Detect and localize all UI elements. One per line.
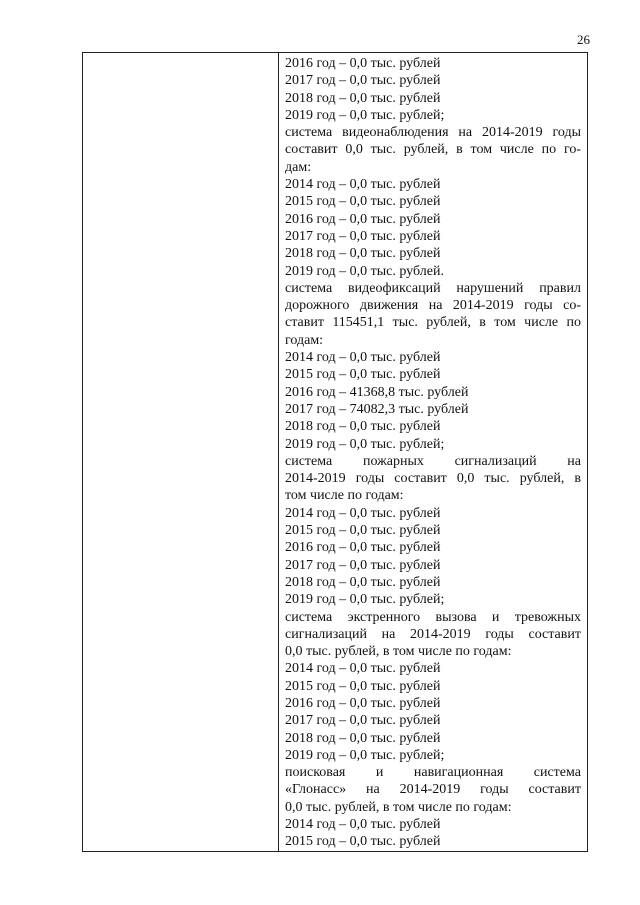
table-text-line: 2016 год – 41368,8 тыс. рублей [285, 384, 469, 400]
table-text-line: поисковая и навигационная система [285, 765, 581, 781]
table-text-line: 2014 год – 0,0 тыс. рублей [285, 350, 441, 366]
page-number: 26 [577, 32, 590, 47]
table-text-line: 2015 год – 0,0 тыс. рублей [285, 678, 441, 694]
table-left-cell [83, 53, 279, 851]
table-text-line: система пожарных сигнализаций на [285, 453, 581, 469]
table-text-line: 2017 год – 0,0 тыс. рублей [285, 228, 441, 244]
table-text-line: 2019 год – 0,0 тыс. рублей; [285, 107, 445, 123]
table-text-line: 2017 год – 0,0 тыс. рублей [285, 713, 441, 729]
table-text-line: 2019 год – 0,0 тыс. рублей. [285, 263, 444, 279]
table-text-line: ставит 115451,1 тыс. рублей, в том числе по [285, 315, 581, 331]
table-text-line: 2018 год – 0,0 тыс. рублей [285, 90, 441, 106]
table-text-line: 2016 год – 0,0 тыс. рублей [285, 540, 441, 556]
table-text-line: 2015 год – 0,0 тыс. рублей [285, 194, 441, 210]
table-text-line: 2018 год – 0,0 тыс. рублей [285, 730, 441, 746]
table-text-line: 2017 год – 0,0 тыс. рублей [285, 73, 441, 89]
table-text-line: 2018 год – 0,0 тыс. рублей [285, 574, 441, 590]
table-text-line: 2014 год – 0,0 тыс. рублей [285, 817, 441, 833]
table-text-line: 2015 год – 0,0 тыс. рублей [285, 523, 441, 539]
table-text-line: 2016 год – 0,0 тыс. рублей [285, 211, 441, 227]
table-text-line: 0,0 тыс. рублей, в том числе по годам: [285, 799, 512, 815]
table-text-line: том числе по годам: [285, 488, 404, 504]
funding-table [82, 52, 588, 852]
table-text-line: 2018 год – 0,0 тыс. рублей [285, 246, 441, 262]
table-text-line: 2014 год – 0,0 тыс. рублей [285, 505, 441, 521]
table-text-line: 2015 год – 0,0 тыс. рублей [285, 367, 441, 383]
table-text-line: 2016 год – 0,0 тыс. рублей [285, 56, 441, 71]
table-text-line: 2015 год – 0,0 тыс. рублей [285, 834, 441, 850]
table-text-line: 2016 год – 0,0 тыс. рублей [285, 695, 441, 711]
table-text-line: 2019 год – 0,0 тыс. рублей; [285, 436, 445, 452]
table-text-line: система видеофиксаций нарушений правил [285, 280, 581, 296]
table-text-line: 2014 год – 0,0 тыс. рублей [285, 661, 441, 677]
table-text-line: сигнализаций на 2014-2019 годы составит [285, 626, 581, 642]
table-text-line: 2019 год – 0,0 тыс. рублей; [285, 592, 445, 608]
table-text-line: «Глонасс» на 2014-2019 годы составит [285, 782, 581, 798]
table-text-line: система экстренного вызова и тревожных [285, 609, 581, 625]
table-text-line: 0,0 тыс. рублей, в том числе по годам: [285, 644, 512, 660]
table-text-line: 2019 год – 0,0 тыс. рублей; [285, 747, 445, 763]
table-right-cell [279, 53, 587, 851]
table-text-line: 2017 год – 74082,3 тыс. рублей [285, 401, 469, 417]
table-text-line: дам: [285, 159, 312, 175]
table-text-line: 2017 год – 0,0 тыс. рублей [285, 557, 441, 573]
table-text-line: 2014-2019 годы составит 0,0 тыс. рублей, в [285, 471, 581, 487]
table-text-line: дорожного движения на 2014-2019 годы со- [285, 298, 581, 314]
table-text-line: 2018 год – 0,0 тыс. рублей [285, 419, 441, 435]
table-text-line: составит 0,0 тыс. рублей, в том числе по го- [285, 142, 581, 158]
table-text-line: годам: [285, 332, 324, 348]
table-text-line: 2014 год – 0,0 тыс. рублей [285, 177, 441, 193]
table-text-line: система видеонаблюдения на 2014-2019 годы [285, 125, 581, 141]
